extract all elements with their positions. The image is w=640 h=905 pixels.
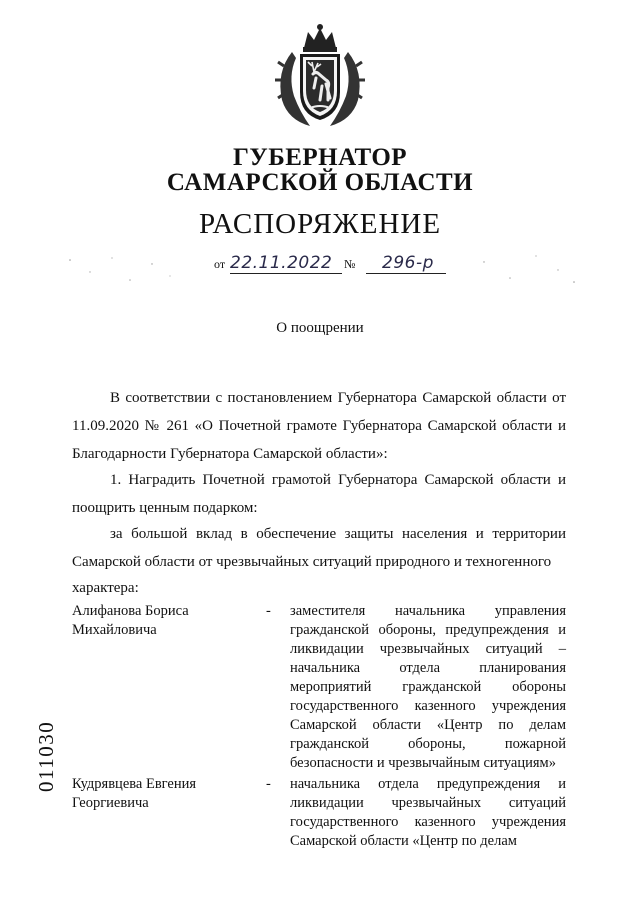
title-line-governor: ГУБЕРНАТОР	[232, 144, 408, 171]
reason-paragraph-end: характера:	[72, 580, 139, 596]
document-type: РАСПОРЯЖЕНИЕ	[198, 208, 442, 240]
number-underline	[366, 273, 446, 274]
handwritten-date: 22.11.2022	[230, 253, 333, 273]
preamble-paragraph: В соответствии с постановлением Губернатора Самарской области от 11.09.2020 № 261 «О Почетной грамоте Губернатора Самарской области и Благодарности Губернатора Самарской области»:	[72, 390, 566, 462]
awardee-name: Алифанова Бориса Михайловича	[72, 603, 189, 638]
awardee-dash: -	[266, 603, 271, 619]
awardee-dash: -	[266, 776, 271, 792]
awardee-position: заместителя начальника управления гражданской обороны, предупреждения и ликвидации чрезвычайных ситуаций – начальника отдела планирования мероприятий гражданской обороны государственного казенного учреждения Самарской области «Центр по делам гражданской обороны, пожарной безопасности и чрезвычайным ситуациям»	[290, 603, 566, 771]
awardee-name: Кудрявцева Евгения Георгиевича	[72, 776, 197, 811]
date-underline	[230, 273, 342, 274]
award-paragraph: 1. Наградить Почетной грамотой Губернатора Самарской области и поощрить ценным подарком:	[72, 472, 566, 516]
number-prefix: №	[344, 257, 356, 271]
coat-of-arms-icon	[270, 22, 370, 132]
handwritten-number: 296-р	[382, 253, 434, 273]
scan-noise	[60, 250, 180, 290]
reason-paragraph: за большой вклад в обеспечение защиты населения и территории Самарской области от чрезвычайных ситуаций природного и техногенного	[72, 526, 566, 570]
registration-line	[214, 252, 454, 276]
scan-noise	[470, 250, 590, 290]
margin-serial-number: 011030	[34, 720, 58, 792]
date-prefix: от	[214, 257, 226, 271]
awardee-position: начальника отдела предупреждения и ликвидации чрезвычайных ситуаций государственного казенного учреждения Самарской области «Центр по делам	[290, 776, 566, 849]
document-subject: О поощрении	[276, 320, 364, 336]
title-line-region: САМАРСКОЙ ОБЛАСТИ	[166, 169, 474, 196]
